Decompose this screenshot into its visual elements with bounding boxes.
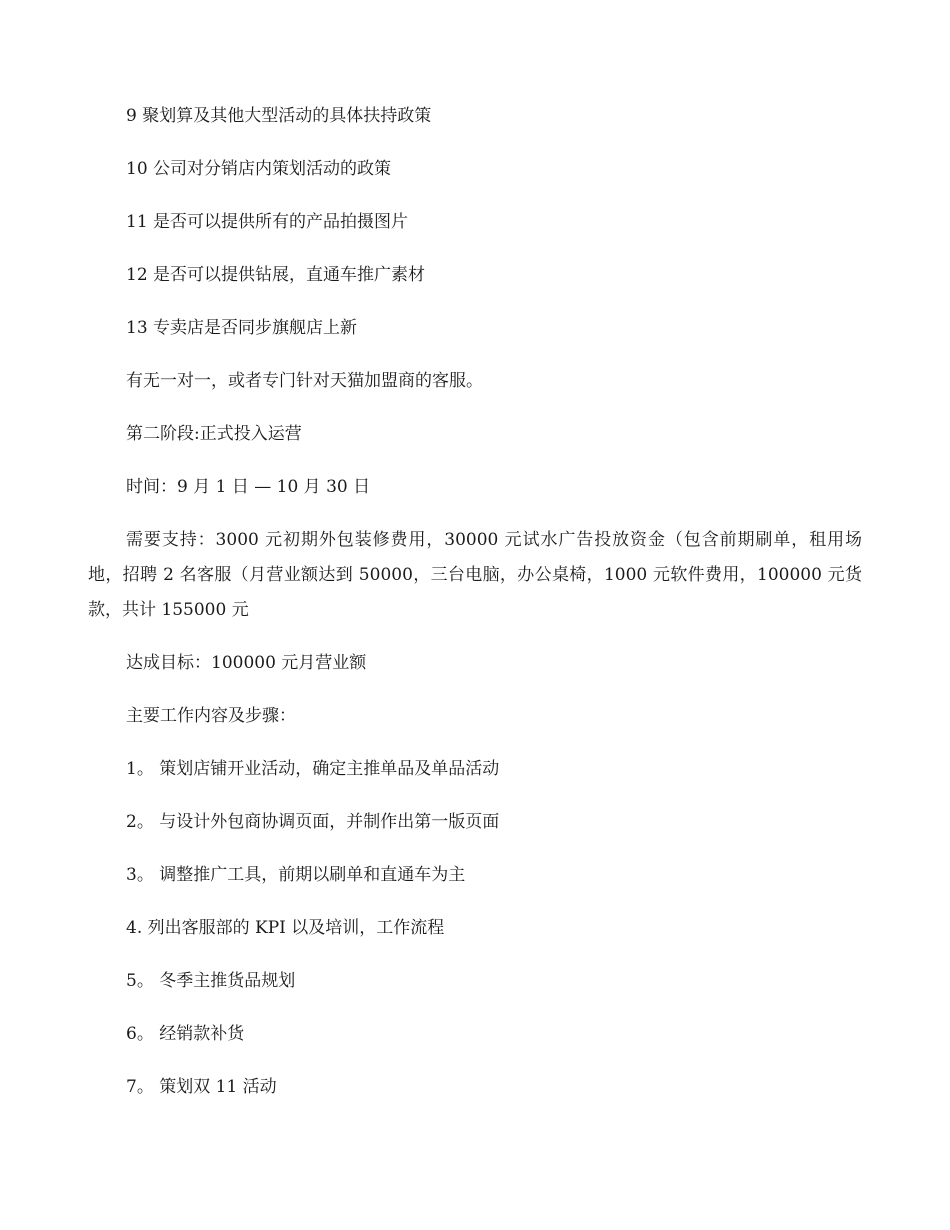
paragraph-support-needed: 需要支持：3000 元初期外包装修费用，30000 元试水广告投放资金（包含前期刷单，租用场地，招聘 2 名客服（月营业额达到 50000，三台电脑，办公桌椅，1000 元软件费用，100000 元货款，共计 155000 元 <box>88 530 862 620</box>
paragraph-customer-service: 有无一对一，或者专门针对天猫加盟商的客服。 <box>126 371 483 391</box>
step-item-3: 3。 调整推广工具，前期以刷单和直通车为主 <box>126 865 466 885</box>
paragraph-item-12: 12 是否可以提供钻展，直通车推广素材 <box>126 265 426 285</box>
paragraph-target: 达成目标：100000 元月营业额 <box>126 653 367 673</box>
step-item-6: 6。 经销款补货 <box>126 1024 245 1044</box>
step-item-2: 2。 与设计外包商协调页面，并制作出第一版页面 <box>126 812 500 832</box>
paragraph-item-13: 13 专卖店是否同步旗舰店上新 <box>126 318 358 338</box>
step-item-5: 5。 冬季主推货品规划 <box>126 971 296 991</box>
section-heading-phase-two: 第二阶段:正式投入运营 <box>126 424 302 444</box>
paragraph-item-9: 9 聚划算及其他大型活动的具体扶持政策 <box>126 106 432 126</box>
paragraph-item-10: 10 公司对分销店内策划活动的政策 <box>126 159 392 179</box>
paragraph-time: 时间：9 月 1 日 — 10 月 30 日 <box>126 477 371 497</box>
paragraph-main-work: 主要工作内容及步骤： <box>126 706 296 726</box>
paragraph-item-11: 11 是否可以提供所有的产品拍摄图片 <box>126 212 409 232</box>
step-item-7: 7。 策划双 11 活动 <box>126 1077 277 1097</box>
step-item-1: 1。 策划店铺开业活动，确定主推单品及单品活动 <box>126 759 500 779</box>
step-item-4: 4. 列出客服部的 KPI 以及培训，工作流程 <box>126 918 445 938</box>
